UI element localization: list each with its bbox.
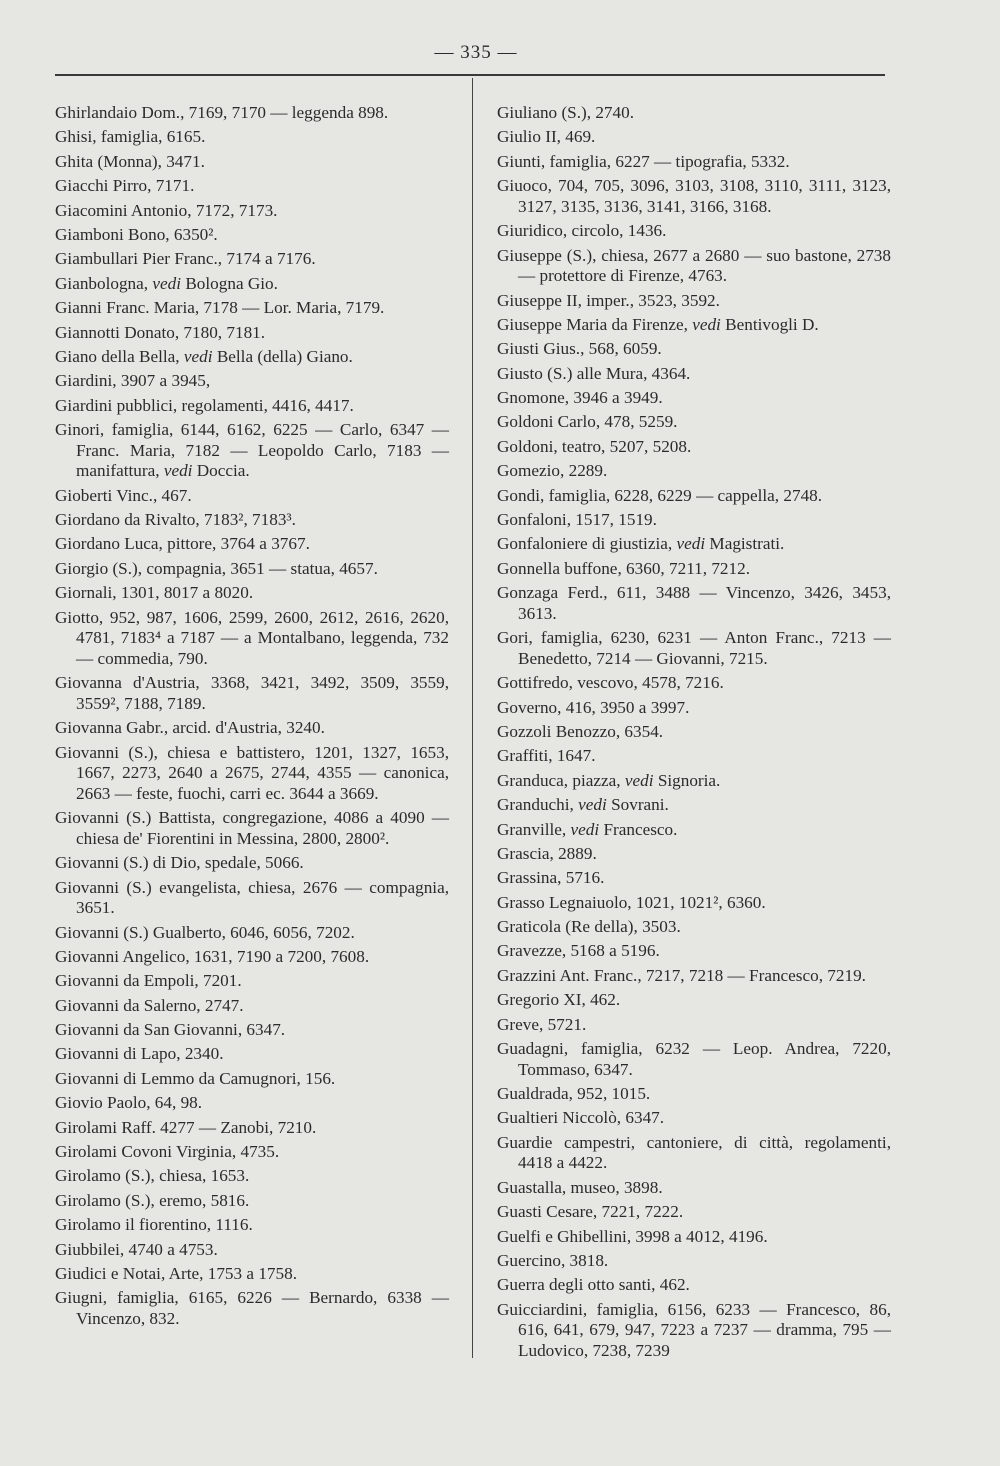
index-entry: Giulio II, 469. <box>497 127 596 147</box>
index-entry: Giano della Bella, vedi Bella (della) Giano. <box>55 346 353 366</box>
index-entry: Giovanni (S.) Battista, congregazione, 4086 a 4090 — chiesa de' Fiorentini in Messina, 2800, 2800². <box>55 808 449 848</box>
index-entry: Giuliano (S.), 2740. <box>497 103 635 122</box>
index-entry: Gozzoli Benozzo, 6354. <box>497 721 664 741</box>
index-entry: Guerra degli otto santi, 462. <box>497 1275 690 1295</box>
index-entry: Giovanni (S.) evangelista, chiesa, 2676 — compagnia, 3651. <box>55 877 449 918</box>
index-entry: Gregorio XI, 462. <box>497 990 621 1010</box>
index-entry: Gianni Franc. Maria, 7178 — Lor. Maria, 7179. <box>55 298 385 318</box>
index-entry: Ginori, famiglia, 6144, 6162, 6225 — Carlo, 6347 — Franc. Maria, 7182 — Leopoldo Carlo, 7183 — manifattura, vedi Doccia. <box>55 420 449 481</box>
index-entry: Giovanni di Lemmo da Camugnori, 156. <box>55 1068 336 1088</box>
index-entry: Giovanna Gabr., arcid. d'Austria, 3240. <box>55 718 325 738</box>
index-entry: Giacchi Pirro, 7171. <box>55 176 195 196</box>
index-entry: Gori, famiglia, 6230, 6231 — Anton Franc., 7213 — Benedetto, 7214 — Giovanni, 7215. <box>497 628 891 668</box>
index-entry: Giovanni (S.) di Dio, spedale, 5066. <box>55 853 304 873</box>
index-entry: Girolami Covoni Virginia, 4735. <box>55 1142 280 1162</box>
index-entry: Ghirlandaio Dom., 7169, 7170 — leggenda 898. <box>55 103 389 122</box>
index-entry: Gualdrada, 952, 1015. <box>497 1084 651 1104</box>
index-entry: Giotto, 952, 987, 1606, 2599, 2600, 2612, 2616, 2620, 4781, 7183⁴ a 7187 — a Montalbano, leggenda, 732 — commedia, 790. <box>55 607 449 668</box>
index-column-left <box>55 103 449 1333</box>
index-entry: Giovanni (S.) Gualberto, 6046, 6056, 7202. <box>55 922 355 942</box>
index-entry: Gonfaloni, 1517, 1519. <box>497 510 657 530</box>
index-entry: Goldoni, teatro, 5207, 5208. <box>497 436 692 456</box>
index-entry: Girolamo (S.), eremo, 5816. <box>55 1190 250 1210</box>
index-entry: Grascia, 2889. <box>497 843 597 863</box>
index-entry: Giovio Paolo, 64, 98. <box>55 1093 203 1113</box>
index-entry: Girolamo il fiorentino, 1116. <box>55 1215 253 1235</box>
index-entry: Giubbilei, 4740 a 4753. <box>55 1239 218 1259</box>
index-entry: Girolami Raff. 4277 — Zanobi, 7210. <box>55 1117 317 1137</box>
index-entry: Guardie campestri, cantoniere, di città, regolamenti, 4418 a 4422. <box>497 1132 891 1173</box>
index-entry: Girolamo (S.), chiesa, 1653. <box>55 1166 250 1186</box>
index-entry: Granville, vedi Francesco. <box>497 819 678 839</box>
index-entry: Giardini, 3907 a 3945, <box>55 371 211 391</box>
page-number: — 335 — <box>434 42 518 63</box>
index-entry: Gualtieri Niccolò, 6347. <box>497 1108 665 1128</box>
index-entry: Giudici e Notai, Arte, 1753 a 1758. <box>55 1263 298 1283</box>
index-entry: Giusto (S.) alle Mura, 4364. <box>497 363 691 383</box>
index-entry: Giuridico, circolo, 1436. <box>497 221 667 241</box>
index-entry: Giuseppe II, imper., 3523, 3592. <box>497 290 720 310</box>
index-entry: Giovanni da Salerno, 2747. <box>55 995 244 1015</box>
index-entry: Guercino, 3818. <box>497 1250 609 1270</box>
index-entry: Gonnella buffone, 6360, 7211, 7212. <box>497 558 751 578</box>
index-entry: Guelfi e Ghibellini, 3998 a 4012, 4196. <box>497 1226 768 1246</box>
index-entry: Guastalla, museo, 3898. <box>497 1177 663 1197</box>
index-entry: Gioberti Vinc., 467. <box>55 485 192 505</box>
index-entry: Goldoni Carlo, 478, 5259. <box>497 412 678 432</box>
index-entry: Grasso Legnaiuolo, 1021, 1021², 6360. <box>497 892 766 912</box>
index-entry: Giovanni Angelico, 1631, 7190 a 7200, 7608. <box>55 946 370 966</box>
index-entry: Graffiti, 1647. <box>497 746 596 766</box>
index-entry: Giusti Gius., 568, 6059. <box>497 339 662 359</box>
index-entry: Giambullari Pier Franc., 7174 a 7176. <box>55 249 316 269</box>
index-entry: Giordano da Rivalto, 7183², 7183³. <box>55 510 296 530</box>
index-entry: Gravezze, 5168 a 5196. <box>497 941 660 961</box>
index-entry: Gnomone, 3946 a 3949. <box>497 388 663 408</box>
index-entry: Giannotti Donato, 7180, 7181. <box>55 322 266 342</box>
index-entry: Gonfaloniere di giustizia, vedi Magistrati. <box>497 534 785 554</box>
index-entry: Granduchi, vedi Sovrani. <box>497 795 669 815</box>
index-entry: Giuoco, 704, 705, 3096, 3103, 3108, 3110, 3111, 3123, 3127, 3135, 3136, 3141, 3166, 3168. <box>497 176 891 216</box>
index-entry: Governo, 416, 3950 a 3997. <box>497 697 690 717</box>
index-entry: Giovanni di Lapo, 2340. <box>55 1044 224 1064</box>
index-entry: Greve, 5721. <box>497 1014 587 1034</box>
header-rule <box>55 74 885 76</box>
index-entry: Ghita (Monna), 3471. <box>55 151 205 171</box>
index-entry: Gianbologna, vedi Bologna Gio. <box>55 273 278 293</box>
index-entry: Giornali, 1301, 8017 a 8020. <box>55 583 254 603</box>
index-entry: Giovanni da Empoli, 7201. <box>55 971 242 991</box>
index-entry: Guicciardini, famiglia, 6156, 6233 — Francesco, 86, 616, 641, 679, 947, 7223 a 7237 — dramma, 795 — Ludovico, 7238, 7239 <box>497 1299 891 1360</box>
index-entry: Gomezio, 2289. <box>497 461 608 481</box>
index-column-right <box>497 103 891 1365</box>
index-entry: Gonzaga Ferd., 611, 3488 — Vincenzo, 3426, 3453, 3613. <box>497 583 891 623</box>
index-entry: Gondi, famiglia, 6228, 6229 — cappella, 2748. <box>497 485 823 505</box>
index-entry: Giovanni (S.), chiesa e battistero, 1201, 1327, 1653, 1667, 2273, 2640 a 2675, 2744, 4355 — canonica, 2663 — feste, fuochi, carri ec. 3644 a 3669. <box>55 742 449 803</box>
index-entry: Giovanni da San Giovanni, 6347. <box>55 1020 286 1040</box>
index-entry: Granduca, piazza, vedi Signoria. <box>497 770 721 790</box>
index-entry: Giuseppe Maria da Firenze, vedi Bentivogli D. <box>497 314 819 334</box>
index-entry: Ghisi, famiglia, 6165. <box>55 127 206 147</box>
index-entry: Grazzini Ant. Franc., 7217, 7218 — Francesco, 7219. <box>497 965 866 985</box>
index-entry: Guasti Cesare, 7221, 7222. <box>497 1202 684 1222</box>
index-entry: Giorgio (S.), compagnia, 3651 — statua, 4657. <box>55 558 378 578</box>
index-entry: Giardini pubblici, regolamenti, 4416, 4417. <box>55 395 354 415</box>
index-entry: Giugni, famiglia, 6165, 6226 — Bernardo, 6338 — Vincenzo, 832. <box>55 1288 449 1328</box>
index-entry: Grassina, 5716. <box>497 868 605 888</box>
index-entry: Giacomini Antonio, 7172, 7173. <box>55 200 278 220</box>
index-entry: Graticola (Re della), 3503. <box>497 917 681 937</box>
index-entry: Giovanna d'Austria, 3368, 3421, 3492, 3509, 3559, 3559², 7188, 7189. <box>55 673 449 713</box>
index-entry: Gottifredo, vescovo, 4578, 7216. <box>497 673 724 693</box>
index-entry: Giuseppe (S.), chiesa, 2677 a 2680 — suo bastone, 2738 — protettore di Firenze, 4763. <box>497 245 891 286</box>
index-entry: Guadagni, famiglia, 6232 — Leop. Andrea, 7220, Tommaso, 6347. <box>497 1039 891 1079</box>
index-entry: Giordano Luca, pittore, 3764 a 3767. <box>55 534 310 554</box>
column-divider <box>472 78 473 1358</box>
index-entry: Giunti, famiglia, 6227 — tipografia, 5332. <box>497 151 790 171</box>
index-entry: Giamboni Bono, 6350². <box>55 224 218 244</box>
